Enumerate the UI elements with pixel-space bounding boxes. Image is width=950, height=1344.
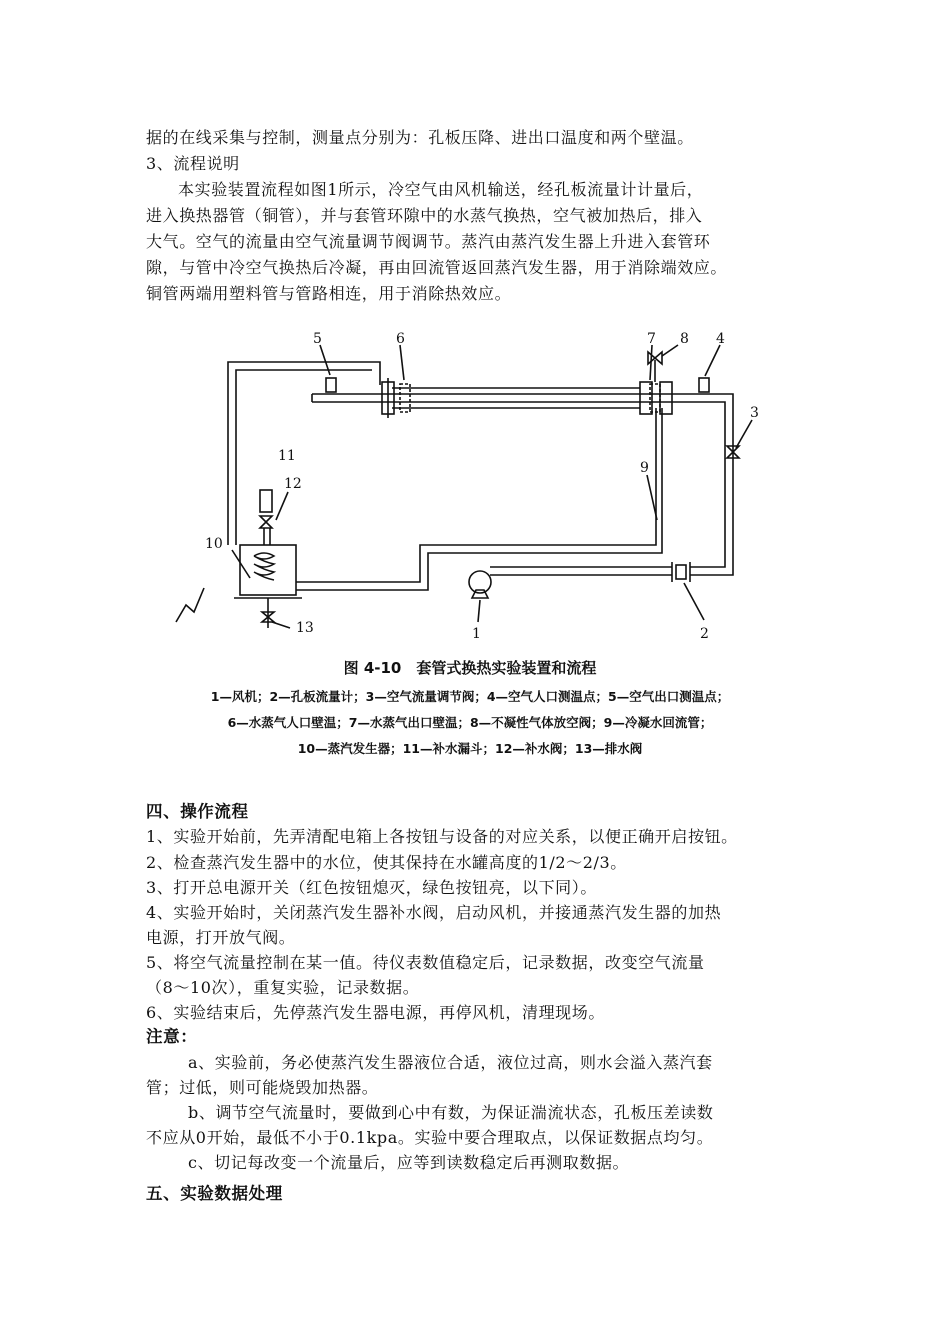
label-3: 3 (750, 405, 759, 421)
step-line: 4、实验开始时，关闭蒸汽发生器补水阀，启动风机，并接通蒸汽发生器的加热 (146, 903, 722, 922)
label-8: 8 (680, 331, 689, 347)
step-line: 1、实验开始前，先弄清配电箱上各按钮与设备的对应关系，以便正确开启按钮。 (146, 827, 738, 846)
intro-line: 据的在线采集与控制，测量点分别为：孔板压降、进出口温度和两个壁温。 (146, 128, 694, 147)
label-12: 12 (284, 476, 302, 492)
label-7: 7 (647, 331, 656, 347)
step-line: 3、打开总电源开关（红色按钮熄灭，绿色按钮亮，以下同）。 (146, 878, 597, 897)
flow-paragraph-line: 铜管两端用塑料管与管路相连，用于消除热效应。 (146, 284, 512, 303)
note-title: 注意： (146, 1027, 198, 1046)
label-1: 1 (472, 626, 481, 642)
figure-legend-line: 1—风机；2—孔板流量计；3—空气流量调节阀；4—空气人口测温点；5—空气出口测温点； (210, 689, 730, 704)
flow-paragraph-line: 进入换热器管（铜管），并与套管环隙中的水蒸气换热，空气被加热后，排入 (146, 206, 703, 225)
heat-exchanger-diagram (160, 318, 780, 658)
step-line: 电源，打开放气阀。 (146, 928, 296, 947)
step-line: （8～10次），重复实验，记录数据。 (146, 978, 420, 997)
label-11: 11 (278, 448, 296, 464)
step-line: 5、将空气流量控制在某一值。待仪表数值稳定后，记录数据，改变空气流量 (146, 953, 705, 972)
note-line: c、切记每改变一个流量后，应等到读数稳定后再测取数据。 (188, 1153, 630, 1172)
flow-paragraph-line: 大气。空气的流量由空气流量调节阀调节。蒸汽由蒸汽发生器上升进入套管环 (146, 232, 711, 251)
note-line: b、调节空气流量时，要做到心中有数，为保证湍流状态，孔板压差读数 (188, 1103, 714, 1122)
figure-title: 图 4-10 套管式换热实验装置和流程 (343, 659, 597, 677)
flow-paragraph-line: 本实验装置流程如图1所示，冷空气由风机输送，经孔板流量计计量后， (178, 180, 704, 199)
note-line: 管；过低，则可能烧毁加热器。 (146, 1078, 379, 1097)
note-line: 不应从0开始，最低不小于0.1kpa。实验中要合理取点，以保证数据点均匀。 (146, 1128, 714, 1147)
section-flow-title: 3、流程说明 (146, 154, 240, 173)
label-6: 6 (396, 331, 405, 347)
label-9: 9 (640, 460, 649, 476)
flow-paragraph-line: 隙，与管中冷空气换热后冷凝，再由回流管返回蒸汽发生器，用于消除端效应。 (146, 258, 728, 277)
step-line: 6、实验结束后，先停蒸汽发生器电源，再停风机，清理现场。 (146, 1003, 605, 1022)
step-line: 2、检查蒸汽发生器中的水位，使其保持在水罐高度的1/2～2/3。 (146, 853, 627, 872)
label-4: 4 (716, 331, 725, 347)
section-5-title: 五、实验数据处理 (146, 1184, 283, 1203)
label-10: 10 (205, 536, 223, 552)
label-13: 13 (296, 620, 314, 636)
label-2: 2 (700, 626, 709, 642)
section-4-title: 四、操作流程 (146, 802, 249, 821)
note-line: a、实验前，务必使蒸汽发生器液位合适，液位过高，则水会溢入蒸汽套 (188, 1053, 713, 1072)
label-5: 5 (313, 331, 322, 347)
figure-legend-line: 6—水蒸气人口壁温；7—水蒸气出口壁温；8—不凝性气体放空阀；9—冷凝水回流管； (227, 715, 713, 730)
figure-legend-line: 10—蒸汽发生器；11—补水漏斗；12—补水阀；13—排水阀 (297, 741, 643, 756)
